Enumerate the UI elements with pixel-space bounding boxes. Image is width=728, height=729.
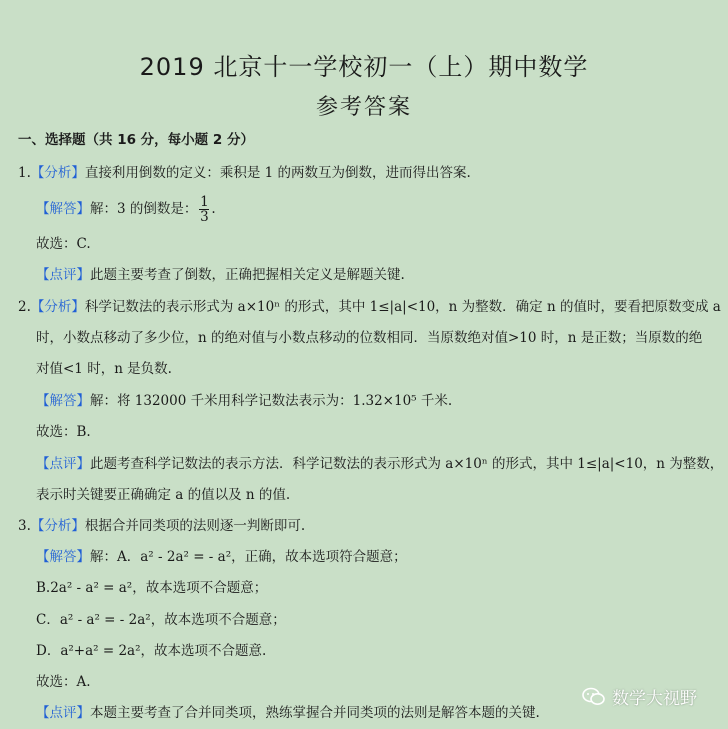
q3-analysis-text: 根据合并同类项的法则逐一判断即可. <box>84 518 306 534</box>
q1-comment-tag: 【点评】 <box>36 267 90 283</box>
q3-answer-tag: 【解答】 <box>36 549 90 565</box>
q3-answer-d: D．a²+a² = 2a²，故本选项不合题意. <box>36 643 267 659</box>
q2-analysis-line-3: 对值<1 时，n 是负数. <box>36 361 172 377</box>
q3-comment-tag: 【点评】 <box>36 705 90 721</box>
q3-answer-b: B.2a² - a² = a²，故本选项不合题意； <box>36 580 268 596</box>
q1-comment-text: 此题主要考查了倒数，正确把握相关定义是解题关键. <box>90 267 405 283</box>
q2-answer-tag: 【解答】 <box>36 393 90 409</box>
section-heading: 一、选择题（共 16 分，每小题 2 分） <box>18 132 254 148</box>
q1-analysis-tag: 【分析】 <box>30 165 85 181</box>
q3-analysis-line <box>18 516 305 536</box>
q2-analysis-tag: 【分析】 <box>30 299 85 315</box>
watermark <box>582 684 697 709</box>
q2-analysis-text-1: 科学记数法的表示形式为 a×10ⁿ 的形式，其中 1≤|a|<10，n 为整数．确定 n 的值时，要看把原数变成 a <box>84 299 721 315</box>
q1-answer-suffix: . <box>211 201 216 217</box>
q1-number: 1. <box>18 165 31 181</box>
page-subtitle: 参考答案 <box>315 95 412 120</box>
q3-answer-c: C．a² - a² = - 2a²，故本选项不合题意； <box>36 612 286 628</box>
watermark-text: 数学大视野 <box>612 689 697 709</box>
q3-choice: 故选：A. <box>36 674 91 690</box>
q1-answer-tag: 【解答】 <box>36 201 90 217</box>
q1-analysis-text: 直接利用倒数的定义：乘积是 1 的两数互为倒数，进而得出答案. <box>84 165 471 181</box>
q1-choice: 故选：C. <box>36 236 91 252</box>
q2-number: 2. <box>18 299 31 315</box>
q2-analysis-line-1 <box>18 297 721 317</box>
q2-comment-line-2: 表示时关键要正确确定 a 的值以及 n 的值. <box>36 487 291 503</box>
q3-analysis-tag: 【分析】 <box>30 518 85 534</box>
q3-number: 3. <box>18 518 31 534</box>
q1-fraction-denominator: 3 <box>200 209 209 225</box>
q1-fraction-numerator: 1 <box>200 194 209 210</box>
q3-answer-line-a <box>36 547 407 567</box>
q3-comment-text: 本题主要考查了合并同类项，熟练掌握合并同类项的法则是解答本题的关键. <box>90 705 540 721</box>
q2-analysis-line-2: 时，小数点移动了多少位，n 的绝对值与小数点移动的位数相同．当原数绝对值>10 时，n 是正数；当原数的绝 <box>36 330 703 346</box>
q2-comment-line-1 <box>36 454 723 474</box>
wechat-icon <box>582 687 606 707</box>
q2-comment-text-1: 此题考查科学记数法的表示方法．科学记数法的表示形式为 a×10ⁿ 的形式，其中 1≤|a|<10，n 为整数， <box>90 456 724 472</box>
q1-answer-line <box>36 194 216 224</box>
q1-comment-line <box>36 265 405 285</box>
q3-comment-line <box>36 703 540 723</box>
q1-fraction <box>199 195 209 224</box>
q2-comment-tag: 【点评】 <box>36 456 90 472</box>
page-title: 2019 北京十一学校初一（上）期中数学 <box>139 53 589 81</box>
q1-answer-text: 解：3 的倒数是： <box>90 201 198 217</box>
q2-answer-text: 解：将 132000 千米用科学记数法表示为：1.32×10⁵ 千米. <box>90 393 453 409</box>
q2-answer-line <box>36 391 452 411</box>
q1-analysis-line <box>18 163 471 183</box>
q3-answer-a: 解：A．a² - 2a² = - a²，正确，故本选项符合题意； <box>90 549 407 565</box>
q2-choice: 故选：B. <box>36 424 91 440</box>
